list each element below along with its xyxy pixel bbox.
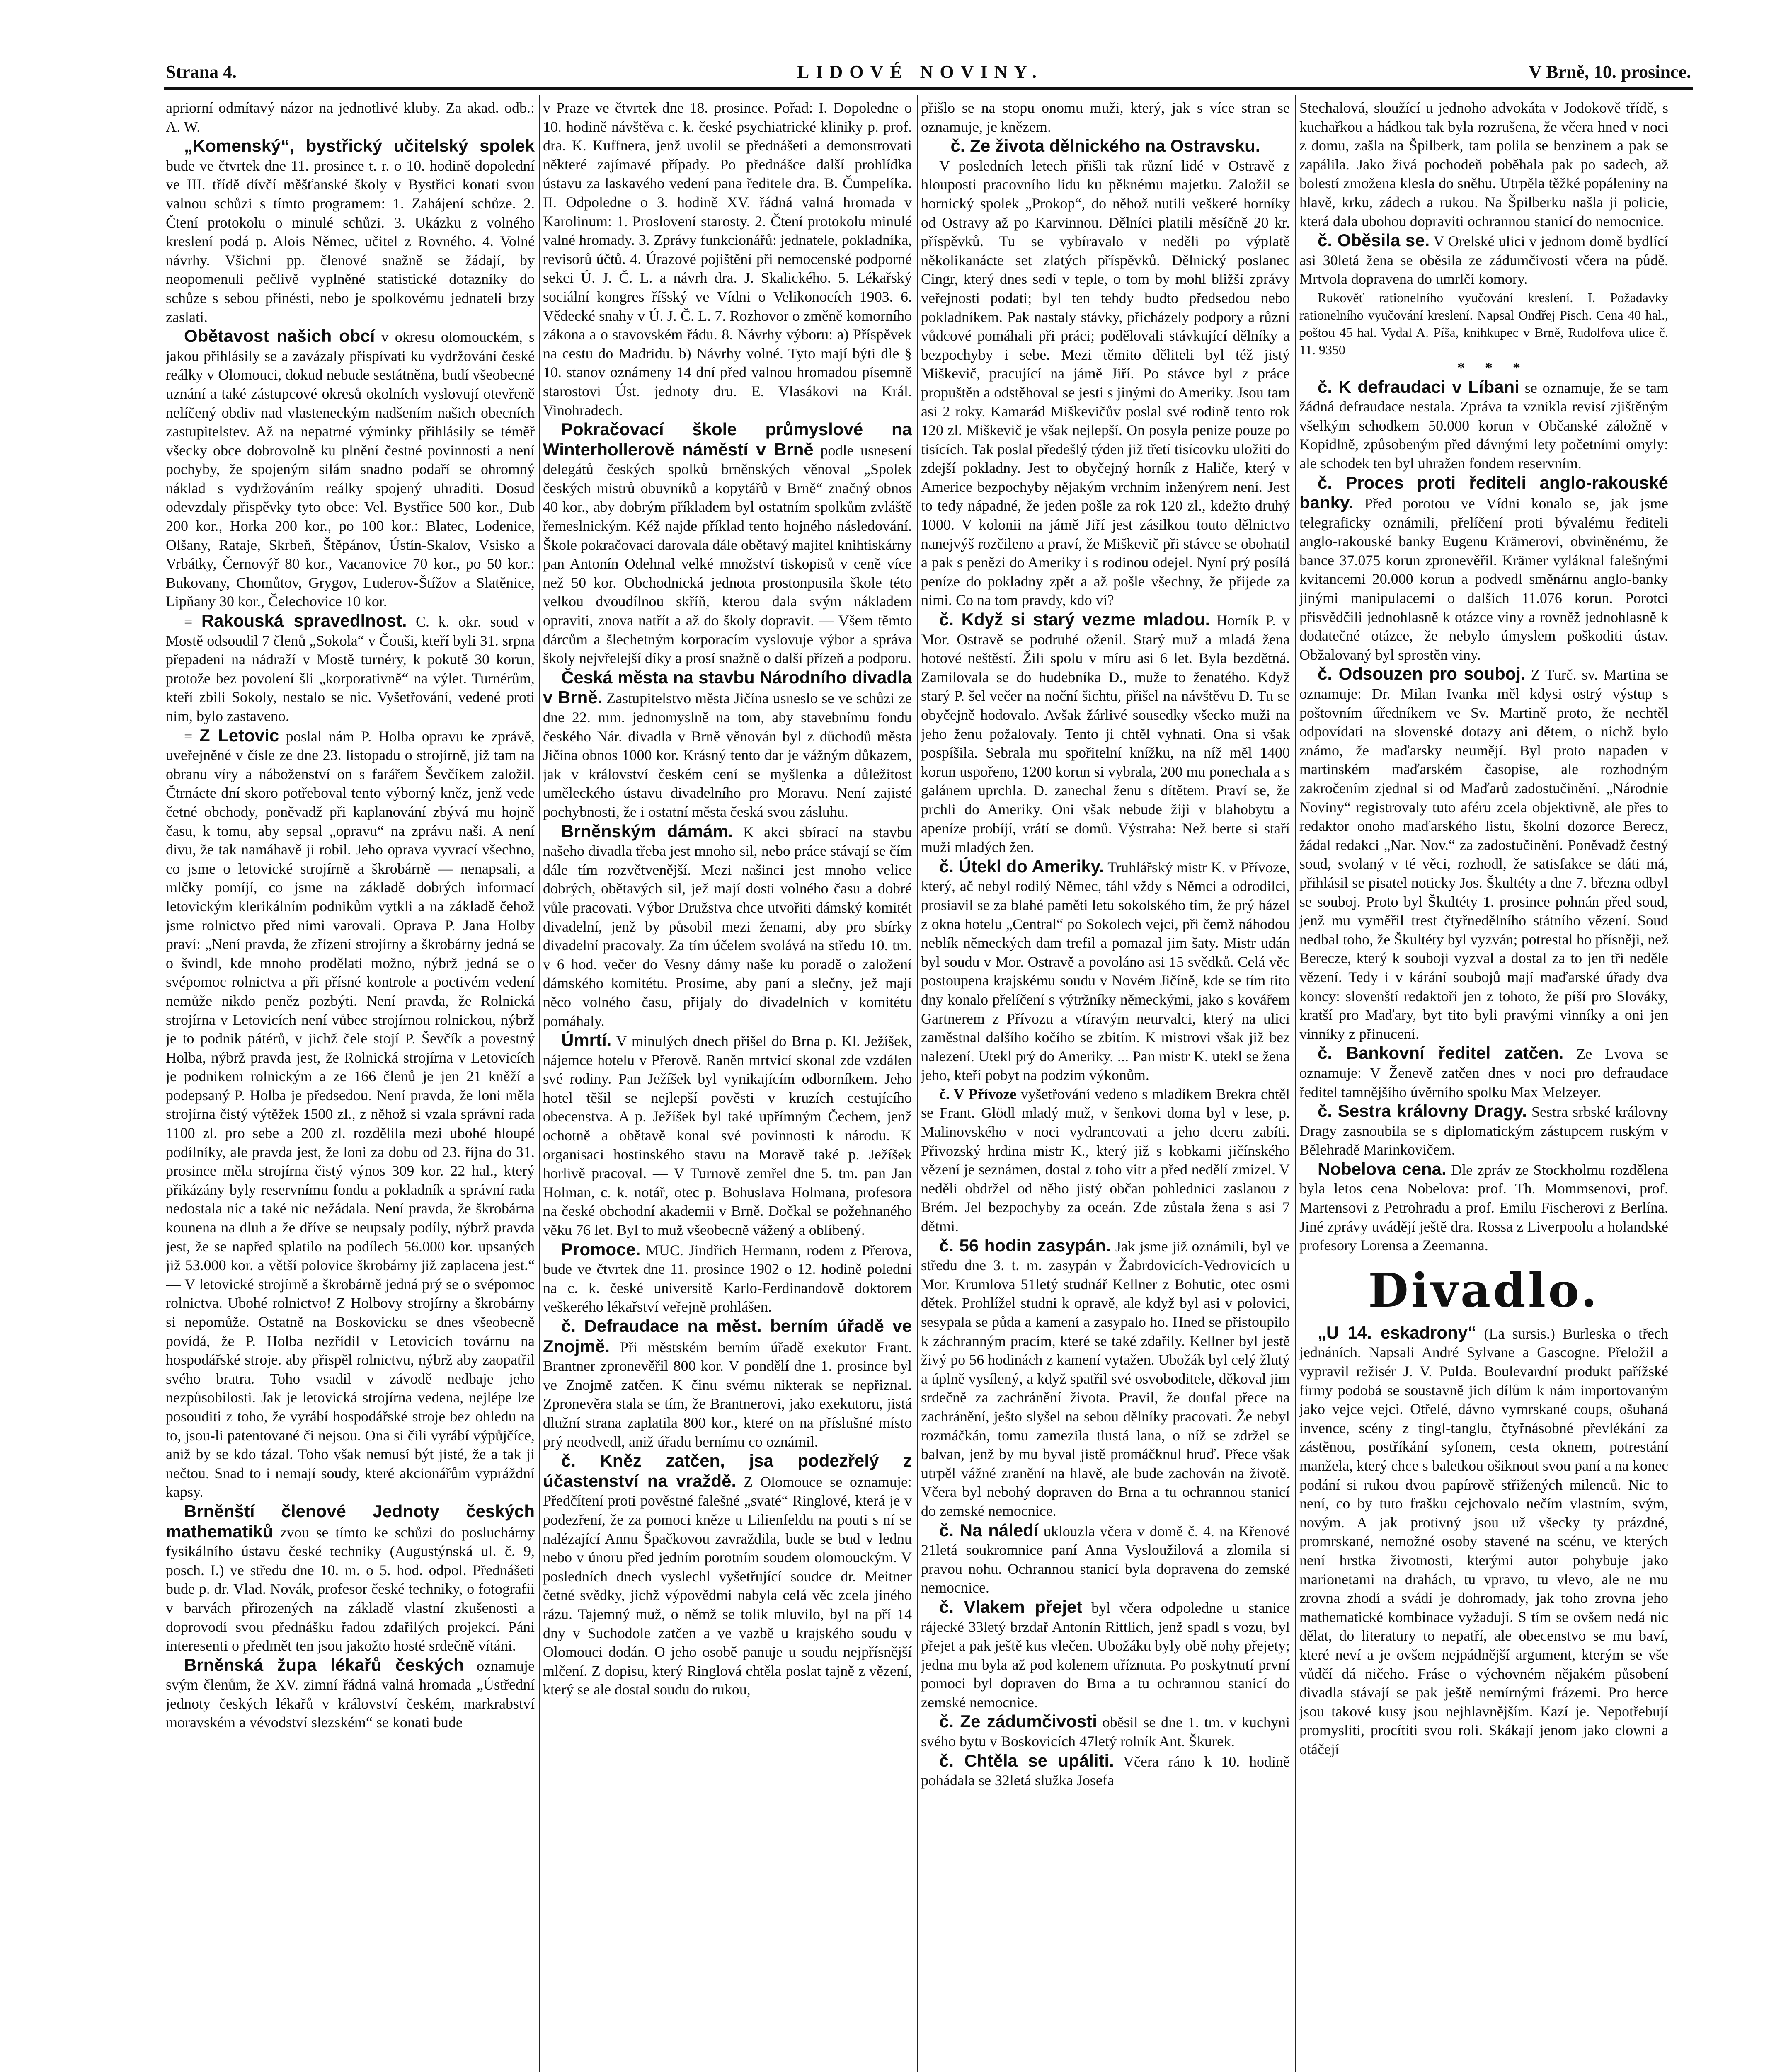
column-divider (917, 95, 918, 2072)
article-heading: Úmrtí. (561, 1030, 612, 1050)
article-body: Při městském berním úřadě exekutor Frant. Brantner zpronevěřil 800 kor. V pondělí dne 1. prosince byl ve Znojmě zatčen. K činu svému nikterak se nepřiznal. Zpronevěra stala se tím, že Brantnerovi, jako exekutoru, jistá dlužní strana zaplatila 800 kor., které on na příslušné místo prý neodvedl, aniž úřadu bernímu co oznámil. (543, 1339, 912, 1450)
article-heading: č. Defraudace na měst. berním úřadě ve Znojmě. (543, 1316, 912, 1356)
article-zupa-lekaru (166, 1656, 535, 1732)
column-2 (543, 99, 912, 2072)
article-heading: č. Sestra královny Dragy. (1318, 1101, 1527, 1121)
article-heading: č. 56 hodin zasypán. (939, 1235, 1111, 1255)
article-ceska-mesta (543, 668, 912, 822)
article-heading: č. Ze života dělnického na Ostravsku. (950, 136, 1260, 156)
advertisement-text: Rukověť rationelního vyučování kreslení. I. Požadavky rationelního vyučování kreslení. Napsal Ondřej Pisch. Cena 40 hal., poštou 45 hal. Vydal A. Píša, knihkupec v Brně, Rudolfova ulice č. 11. (1299, 290, 1668, 357)
article-heading: č. Na náledí (939, 1520, 1039, 1540)
article-heading: č. Bankovní ředitel zatčen. (1318, 1043, 1564, 1063)
article-brnenskym-damam (543, 822, 912, 1031)
column-4 (1299, 99, 1668, 2072)
article-body: MUC. Jindřich Hermann, rodem z Přerova, bude ve čtvrtek dne 11. prosince 1902 o 12. hodině polední na c. k. české universitě Karlo-Ferdinandově doktorem veškerého lékařství veřejně prohlášen. (543, 1242, 912, 1315)
section-title-divadlo: Divadlo. (1368, 1263, 1599, 1318)
article-heading: č. K defraudaci v Líbani (1318, 377, 1519, 397)
article-jednota-mathematiku (166, 1502, 535, 1656)
article-body: V Orelské ulici v jednom domě bydlící asi 30letá žena se oběsila ze zádumčivosti včera na půdě. Mrtvola dopravena do umrlčí komory. (1299, 233, 1668, 288)
column-divider (1295, 95, 1296, 2072)
column-1 (166, 99, 535, 2072)
article-heading: č. Vlakem přejet (939, 1597, 1083, 1617)
article-body: Z Olomouce se oznamuje: Předčítení proti pověstné falešné „svaté“ Ringlové, která je v podezření, že za pomoci kněze u Lilienfeldu na pouti s ní se nalézající Annu Špačkovou zavraždila, bude se bud v lednu nebo v únoru před jedním porotním soudem olomouckým. V posledních dnech vyslechl vyšetřující soudce dr. Meitner četné svědky, jichž výpovědmi nabyla celá věc zcela jiného rázu. Tajemný muž, o němž se tolik mluvilo, byl na pří 14 dny v Suchodole zatčen a ve vazbě u krajského soudu v Olomouci dodán. O jeho osobě panuje u soudu nejpřísnější mlčení. Z dopisu, který Ringlová chtěla poslat tajně z vězení, který se ale dostal soudu do rukou, (543, 1473, 912, 1698)
article-body: C. k. okr. soud v Mostě odsoudil 7 členů „Sokola“ v Čouši, kteří byli 31. srpna přepadeni na nádraží v Mostě turnéry, k pokutě 30 korun, protože bez povolení šli „korporativně“ na výlet. Turnérům, kteří zbili Sokoly, nestalo se nic. Vyšetřování, vedené proti nim, bylo zastaveno. (166, 613, 535, 724)
article-obetavost (166, 327, 535, 611)
article-odsouzen-souboj (1299, 664, 1668, 1043)
article-body: Jak jsme již oznámili, byl ve středu dne 3. t. m. zasypán v Žabrdovicích-Vedrovicích u Mor. Krumlova 51letý studnář Kellner z Bohutic, otec osmi dětek. Prohlížel studni k opravě, ale když byl asi v polovici, sesypala se půda a kamení a zasypalo ho. Hned se přistoupilo k záchranným pracím, které se také zdařily. Kellner byl jestě živý po 56 hodinách z kamení vytažen. Ubožák byl celý žlutý a úplně vysílený, a když spatřil své osvoboditele, děkoval jim srdečně za zachránění života. Pravil, že doufal přece na zachránění, ješto slyšel na sebou dělníky pracovati. Že nebyl rozmáčkán, tomu zamezila tlustá lana, o níž se zdržel se balvan, jenž by mu byval jistě promáčknul hruď. Přece však utrpěl vážné zranění na hlavě, ale bude zachován na životě. Včera byl nebohý dopraven do Brna a tu ochrannou stanicí do zemské nemocnice. (921, 1238, 1290, 1519)
article-body: Zastupitelstvo města Jičína usneslo se ve schůzi ze dne 22. mm. jednomyslně na tom, aby stavebnímu fondu českého Nár. divadla v Brně věnován byl z důchodů města Jičína obnos 1000 kor. Krásný tento dar je vážným důkazem, jak v království českém cení se myšlenka a důležitost uměleckého ústavu divadelního pro Moravu. Není zajisté pochybnosti, že i ostatní města česká svou zásluhu. (543, 690, 912, 820)
article-defraudace-znojmo (543, 1317, 912, 1451)
article-body: zvou se tímto ke schůzi do posluchárny fysikálního ústavu české techniky (Augustýnská ul. č. 9, posch. I.) ve středu dne 10. m. o 5. hod. odpol. Přednášeti bude p. dr. Vlad. Novák, profesor české techniky, o fotografii v barvách přirozených na základě vlastní zkušenosti a doprovodí svou přednášku řadou zdařilých projekcí. Páni interesenti o předmět ten jsou jakožto hosté srdečně vítáni. (166, 1524, 535, 1654)
article-body: poslal nám P. Holba opravu ke zprávě, uveřejněné v čísle ze dne 23. listopadu o strojírně, jíž tam na obranu víry a náboženství on s farářem Ševčíkem založil. Čtrnácte dní skoro potřeboval tento výborný kněz, jenž vede četné obchody, poněvadž při kaplanování zbývá mu hojně času, k tomu, aby sepsal „opravu“ na zprávu naši. A není divu, že tak namáhavě ji robil. Jeho oprava vyvrací všechno, co jsme o letovické strojírně a škrobárně — nenapsali, a mlčky pomíjí, co jsme na základě dobrých informací letovickým klerikálním podnikům vytkli a na základě čehož jsme rolnictvo před nimi varovali. Oprava P. Jana Holby praví: „Není pravda, že zřízení strojírny a škrobárny jedná se o švindl, kde mnoho prodělati možno, nýbrž jedná se o svépomoc rolnictva a při přísné kontrole a poctivém vedení nemůže nikdo peněz pozbýti. Není pravda, že Rolnická strojírna v Letovicích není vůbec strojírnou rolnickou, nýbrž je to podnik pátérů, v jichž čele stojí P. Ševčík a povestný Holba, nýbrž pravda jest, že Rolnická strojírna v Letovicích je podnikem rolnickým a ze 166 členů je jen 21 kněží a podepsaný P. Holba je předsedou. Není pravda, že loni měla strojírna čistý výtěžek 1500 zl., z něhož si vzala správní rada 1100 zl. pro sebe a 200 zl. rozdělila mezi ubohé hloupé podílníky, ale pravda jest, že loni za dobu od 23. října do 31. prosince měla strojírna čistý výnos 309 kor. 22 hal., který přikázány byly reservnímu fondu a pokladník a správní rada nedostala nic a také nic nežádala. Není pravda, že škrobárna kounena na dluh a že dříve se neupsaly podíly, nýbrž pravda jest, že se napřed splatilo na podílech 56.000 kor. upsaných již 53.000 kor. a větší polovice škrobárny již zaplacena jest.“ — V letovické strojírně a škrobárně jedná prý se o svépomoc rolnictva. Ubohé rolnictvo! Z Holbovy strojírny a škrobárny si nepomůže. Ostatně na Boskovicku se dnes všeobecně povídá, že P. Holba nezřídil v Letovicích továrnu na hospodářské stroje. aby přispěl rolnictvu, nýbrž aby zaopatřil svého bratra. Toho vsadil v závodě nedbaje jeho nezpůsobilosti. Jak je letovická strojírna vedena, nejlépe lze posouditi z toho, že vyrábí hospodářské stroje bez ohledu na to, jsou-li patentované či nejsou. Ona si čili vyrábí výpůjčíce, aniž by se kdo tázal. Toho však nemusí být jisté, že a tak ji nečtou. Snad to i nemají soudy, které akcionářům vypráždní kapsy. (166, 728, 535, 1501)
article-privoz (921, 1085, 1290, 1236)
article-body: v okresu olomouckém, s jakou přihlásily se a zavázaly přispívati ku vydržování české reálky v Olomouci, dokud nebude sestátněna, budí všeobecné uznání a také zástupcové okresů okolních vyslovují otevřeně nelíčený obdiv nad vlasteneckým nadšením našich obecních zastupitelstev. Až na nepatrné výminky přihlásily se téměř všecky obce dobrovolně ku plnění čestné povinnosti a není pochyby, že spojeným silám snadno podaří se ohromný náklad s vydržováním reálky spojený uhraditi. Dosud odevzdaly přispěvky tyto obce: Vel. Bystřice 500 kor., Dub 200 kor., Horka 200 kor., po 100 kor.: Blatec, Lodenice, Olšany, Rataje, Skrbeň, Štěpánov, Ústín-Skalov, Vsisko a Vrbátky, Černovýř 80 kor., Vacanovice 70 kor., po 50 kor.: Bukovany, Chomůtov, Grygov, Luderov-Štížov a Slatěnice, Lipňany 30 kor., Čelechovice 10 kor. (166, 329, 535, 610)
article-umrti (543, 1031, 912, 1240)
article-heading: č. Oběsila se. (1318, 230, 1430, 250)
article-body: Z Turč. sv. Martina se oznamuje: Dr. Milan Ivanka měl kdysi ostrý výstup s poštovním úředníkem ve Sv. Martině proto, že nechtěl odpovídati na slovenské dotazy ani dětem, o nichž bylo známo, že maďarsky neumějí. Byl proto napaden v martinském maďarském časopise, ale rozhodným zakročením zjednal si od Maďarů zadostučinění. „Národnie Noviny“ registrovaly tuto aféru zcela objektivně, ale přes to redaktor onoho maďarského listu, školní dozorce Berecz, žádal redakci „Nar. Nov.“ za zadostučinění. Poněvadž čestný soud, svolaný v té věci, rozhodl, že satisfakce se dáti má, přihlásil se pisatel noticky Jos. Škultéty a dne 7. března odbyl se souboj. Proto byl Škultéty 1. prosince pohnán před soud, jenž mu vyměřil trest čtyřnedělního státního vězení. Soud nedbal toho, že Škultéty byl vyzván; potrestal ho přísněji, než Berecze, který k souboji vyzval a dostal za to jen tři neděle vězení. Tedy i v kárání soubojů mají maďarské úřady dva koncy: slovenští redaktoři jen z tohoto, že píší pro Slováky, kratší pro Maďary, byt tito byli pravými vinníky a oni jen vinníky z přinucení. (1299, 666, 1668, 1042)
article-continuation: v Praze ve čtvrtek dne 18. prosince. Pořad: I. Dopoledne o 10. hodině návštěva c. k. české psychiatrické kliniky p. prof. dra. K. Kuffnera, jenž uvolil se přednášeti a demonstrovati některé zajímavé případy. Po přednášce další prohlídka ústavu za laskavého vedení pana ředitele dra. B. Čumpelíka. II. Odpoledne o 3. hodině XV. řádná valná hromada v Karolinum: 1. Proslovení starosty. 2. Čtení protokolu minulé valné hromady. 3. Zprávy funkcionářů: jednatele, pokladníka, revisorů účtů. 4. Úrazové pojištění při nemocenské podporné sekci Ú. J. Č. L. a návrh dra. J. Skalického. 5. Lékařský sociální kongres říšský ve Vídni o Velikonocích 1903. 6. Vědecké snahy v Ú. J. Č. L. 7. Rozhovor o změně komorního zákona a o stavovském řádu. 8. Návrhy výboru: a) Příspěvek na cestu do Madridu. b) Návrhy volné. Tyto mají býti dle § 10. stanov oznámeny 14 dní před valnou hromadou písemně starostovi Úst. jednoty dru. E. Vlasákovi na Král. Vinohradech. (543, 99, 912, 419)
newspaper-title: LIDOVÉ NOVINY. (797, 62, 1043, 82)
article-libani (1299, 378, 1668, 473)
article-heading: Pokračovací škole průmyslové na Winterhollerově náměstí v Brně (543, 419, 912, 459)
header-rule (164, 87, 1693, 90)
article-bankovni-reditel (1299, 1043, 1668, 1101)
article-56-hodin (921, 1236, 1290, 1521)
page-number: Strana 4. (166, 62, 237, 82)
article-body: Před porotou ve Vídni konalo se, jak jsme telegraficky oznámili, přelíčení proti bývalému řediteli anglo-rakouské banky Eugenu Krämerovi, obviněnému, že bance 37.075 korun zpronevěřil. Krämer vyláknal falešnými kvitancemi 20.000 korun a podvedl směnárnu anglo-banky jinými manipulacemi o dalších 11.076 korun. Porotci přisvědčili jednohlasně k otázce viny a rovněž jednohlasně k dodatečné otázce, že nebylo úmyslem poškoditi ústav. Obžalovaný byl sprostěn viny. (1299, 495, 1668, 663)
column-3 (921, 99, 1290, 2072)
article-heading: Rakouská spravedlnost. (201, 611, 407, 631)
article-continuation: apriorní odmítavý názor na jednotlivé kluby. Za akad. odb.: A. W. (166, 99, 535, 135)
article-heading: „U 14. eskadrony“ (1318, 1322, 1476, 1342)
article-continuation: přišlo se na stopu onomu muži, který, jak s více stran se oznamuje, je knězem. (921, 99, 1290, 135)
article-body: (La sursis.) Burleska o třech jednáních. Napsali André Sylvane a Gascogne. Přeložil a vypravil režisér J. V. Pulda. Boulevardní produkt pařížské firmy podobá se soustavně jich dílům k nám importovaným jako vejce vejci. Otřelé, dávno vymrskané coups, ošuhaná invence, scény z tingl-tanglu, čtyřnásobné převlékání za zástěnou, postříkání syfonem, cesta oknem, potrestání manžela, který chce s baletkou ošiknout svou paní a na konec podání si rukou dvou papírově střižených milenců. Nic to není, co by tuto frašku cejchovalo nečím vlastním, svým, novým. A jak protivný jsou už všecky ty prázdné, promrskané, nemožné osoby stavené na scénu, ve kterých není hrstka životnosti, kterými autor pohybuje jako marionetami na drahách, tu vpravo, tu vlevo, ale ne mu zrovna zhodí a svádí je dohromady, jak toho zrovna jeho mathematické kombinace vyžadují. S tím se ovšem nedá nic dělat, do literatury to nepatří, ale obecenstvo se mu baví, které neví a je ovšem nejpádnější argument, kterým se vše vůdčí dá ničeho. Fráse o výchovném nějakém působení divadla stávají se pak ještě nemírnými frázemi. Pro herce jsou takové kusy jsou nejhlavnějším. Kazí je. Nepotřebují promysliti, procítiti svou roli. Skákají jenom jako clowni a otáčejí (1299, 1325, 1668, 1757)
article-sestra-dragy (1299, 1101, 1668, 1159)
article-body: Včera ráno k 10. hodině pohádala se 32letá služka Josefa (921, 1753, 1290, 1789)
article-heading: Brněnská župa lékařů českých (184, 1655, 464, 1675)
article-body: byl včera odpoledne u stanice rájecké 33letý brzdař Antonín Rittlich, jenž spadl s vozu, byl přejet a pak ještě kus vlečen. Ubožáku byly obě nohy přejety; jedna mu byla až pod kolenem uříznuta. Po poskytnutí první pomoci byl dopraven do Brna a tu ochrannou stanicí do zemské nemocnice. (921, 1599, 1290, 1711)
article-body: Truhlářský mistr K. v Přívoze, který, ač nebyl rodilý Němec, táhl vždy s Němci a odrodilci, prosiavil se za blahé paměti letu sokolského tím, že prý házel z okna hotelu „Central“ po Sokolech vejci, při čemž náhodou neblík německých dam trefil a pomazal jim šaty. Mistr udán byl soudu v Mor. Ostravě a povoláno asi 15 svědků. Celá věc postoupena krajskému soudu v Novém Jičíně, kde se tím tito dny konalo přelíčení s výtržníky německými, jako s kovářem Gartnerem z Přívozu a vtíravým neurvalci, který na ulici zaměstnal dalšího kočího se zbitím. K mistrovi však již bez nalezení. Utekl prý do Ameriky. ... Pan mistr K. utekl se žena jeho, kteří pobyt na podzim výkonům. (921, 859, 1290, 1084)
article-heading: č. Ze zádumčivosti (939, 1711, 1097, 1731)
article-heading: č. V Přívoze (939, 1085, 1017, 1102)
article-z-letovic: = Z Letovic poslal nám P. Holba opravu ke zprávě, uveřejněné v čísle ze dne 23. listopadu o strojírně, jíž tam na obranu víry a náboženství on s farářem Ševčíkem založil. Čtrnácte dní skoro potřeboval tento výborný kněz, jenž vede četné obchody, poněvadž při kaplanování zbývá mu hojně času, k tomu, aby sepsal „opravu“ na zprávu naši. A není divu, že tak namáhavě ji robil. Jeho oprava vyvrací všechno, co jsme o letovické strojírně a škrobárně — nenapsali, a mlčky pomíjí, co jsme na základě dobrých informací letovickým klerikálním podnikům vytkli a na základě čehož jsme rolnictvo před nimi varovali. Oprava P. Jana Holby praví: „Není pravda, že zřízení strojírny a škrobárny jedná se o švindl, kde mnoho prodělati možno, nýbrž jedná se o svépomoc rolnictva a při přísné kontrole a poctivém vedení nemůže nikdo peněz pozbýti. Není pravda, že Rolnická strojírna v Letovicích není vůbec strojírnou rolnickou, nýbrž je to podnik pátérů, v jichž čele stojí P. Ševčík a povestný Holba, nýbrž pravda jest, že Rolnická strojírna v Letovicích je podnikem rolnickým a ze 166 členů je jen 21 kněží a podepsaný P. Holba je předsedou. Není pravda, že loni měla strojírna čistý výtěžek 1500 zl., z něhož si vzala správní rada 1100 zl. pro sebe a 200 zl. rozdělila mezi ubohé hloupé podílníky, ale pravda jest, že loni za dobu od 23. října do 31. prosince měla strojírna čistý výnos 309 kor. 22 hal., který přikázány byly reservnímu fondu a pokladník a správní rada nedostala nic a také nic nežádala. Není pravda, že škrobárna kounena na dluh a že dříve se neupsaly podíly, nýbrž pravda jest, že se napřed splatilo na podílech 56.000 kor. upsaných již 53.000 kor. a větší polovice škrobárny již zaplacena jest.“ — V letovické strojírně a škrobárně jedná prý se o svépomoc rolnictva. Ubohé rolnictvo! Z Holbovy strojírny a škrobárny si nepomůže. Ostatně na Boskovicku se dnes všeobecně povídá, že P. Holba nezřídil v Letovicích továrnu na hospodářské stroje. aby přispěl rolnictvu, nýbrž aby zaopatřil svého bratra. Toho vsadil v závodě nedbaje jeho nezpůsobilosti. Jak je letovická strojírna vedena, nejlépe lze posouditi z toho, že vyrábí hospodářské stroje bez ohledu na to, jsou-li patentované či nejsou. Ona si čili vyrábí výpůjčíce, aniž by se kdo tázal. Toho však nemusí být jisté, že a tak ji nečtou. Snad to i nemají soudy, které akcionářům vypráždní kapsy. (166, 725, 535, 1501)
article-continuation: Stechalová, sloužící u jednoho advokáta v Jodokově třídě, s kuchařkou a hádkou tak byla rozrušena, že včera hned v noci z domu, zašla na Špilberk, tam polila se benzinem a pak se zapálila. Jako živá pochodeň poběhala pak po sadech, až bolestí zmožena klesla do sněhu. Utrpěla těžké popáleniny na hlavě, krku, zádech a rukou. Na Špilberku našla ji policie, která dala ubohou dopraviti ochrannou stanicí do nemocnice. (1299, 99, 1668, 230)
article-heading: č. Kněz zatčen, jsa podezřelý z účastenství na vraždě. (543, 1451, 912, 1491)
article-vlakem-prejet (921, 1598, 1290, 1712)
article-rakouska-spravedlnost: = Rakouská spravedlnost. C. k. okr. soud v Mostě odsoudil 7 členů „Sokola“ v Čouši, kteří byli 31. srpna přepadeni na nádraží v Mostě turnéry, k pokutě 30 korun, protože bez povolení šli „korporativně“ na výlet. Turnérům, kteří zbili Sokoly, nestalo se nic. Vyšetřování, vedené proti nim, bylo zastaveno. (166, 611, 535, 724)
article-heading: č. Když si starý vezme mladou. (939, 610, 1210, 629)
article-heading: Česká města na stavbu Národního divadla v Brně. (543, 667, 912, 707)
article-nobelova-cena (1299, 1159, 1668, 1255)
article-stary-mladou (921, 610, 1290, 857)
article-heading: Z Letovic (199, 725, 279, 745)
article-heading: Brněnští členové Jednoty českých mathematiků (166, 1501, 535, 1541)
page-header (166, 61, 1691, 85)
article-body: Dle zpráv ze Stockholmu rozdělena byla letos cena Nobelova: prof. Th. Mommsenovi, prof. Martensovi z Petrohradu a prof. Emilu Fischerovi z Berlína. Jiné zprávy uvádějí ještě dra. Rossa z Liverpoolu a holandské profesory Lorensa a Zeemanna. (1299, 1161, 1668, 1254)
advertisement-number: 9350 (1318, 342, 1345, 357)
article-body: oběsil se dne 1. tm. v kuchyni svého bytu v Boskovicích 47letý rolník Ant. Škurek. (921, 1714, 1290, 1750)
section-separator: * * * (1457, 359, 1529, 376)
article-utekl-do-ameriky (921, 857, 1290, 1085)
article-heading: č. Chtěla se upáliti. (939, 1750, 1114, 1770)
article-heading: Brněnským dámám. (561, 821, 733, 841)
article-naledi (921, 1521, 1290, 1598)
article-body: vyšetřování vedeno s mladíkem Brekra chtěl se Frant. Glödl mladý muž, v šenkovi doma byl v lese, p. Malinovského v noci vydrancovati a jeho dceru zabíti. Přivozský hrdina mistr K., který již s kobkami jičínského vězení je seznámen, dostal z toho vitr a před nedělí zmizel. V neděli obdržel od něho jistý občan pohlednici zaslanou z Brém. Jel bezpochyby za oceán. Zde zůstala žena s asi 7 dětmi. (921, 1085, 1290, 1235)
article-promoce (543, 1240, 912, 1317)
article-body: V minulých dnech přišel do Brna p. Kl. Ježíšek, nájemce hotelu v Přerově. Raněn mrtvicí skonal zde vzdálen své rodiny. Pan Ježíšek byl vynikajícím odborníkem. Jeho hotel těšil se nejlepší pověsti v kruzích cestujícího obecenstva. A p. Ježíšek byl také upřímným Čechem, jenž ochotně a obětavě konal své povinnosti k národu. K organisaci hostinského stavu na Moravě také p. Ježíšek horlivě pracoval. — V Turnově zemřel dne 5. tm. pan Jan Holman, c. k. notář, otec p. Bohuslava Holmana, profesora na české obchodní akademii v Brně. Dočkal se požehnaného věku 76 let. Byl to muž všeobecně vážený a oblíbený. (543, 1033, 912, 1239)
article-heading: Nobelova cena. (1318, 1159, 1447, 1179)
article-body: uklouzla včera v domě č. 4. na Křenové 21letá soukromnice paní Anna Vysloužilová a zlomila si pravou nohu. Ochrannou stanicí byla dopravena do zemské nemocnice. (921, 1523, 1290, 1596)
article-body: K akci sbírací na stavbu našeho divadla třeba jest mnoho sil, nebo práce stávají se čím dále tím rozvětvenější. Mezi našinci jest mnoho velice dobrých, obětavých sil, jež mají dosti volného času a dobré vůle pracovati. Výbor Družstva chce utvořiti dámský komitét divadelní, jenž by působil mezi ženami, aby pro sbírky divadelní pracovaly. Za tím účelem svolává na středu 10. tm. v 6 hod. večer do Vesny dámy naše ku poradě o založení dámského komitétu. Prosíme, aby paní a slečny, jež mají něco volného času, přijaly do divadelních v komitétu pomáhaly. (543, 823, 912, 1029)
article-proces-banka (1299, 473, 1668, 665)
article-obesila-se (1299, 231, 1668, 289)
article-heading-ostravsko (921, 136, 1290, 157)
article-pokracovaci-skola (543, 420, 912, 668)
column-divider (539, 95, 540, 2072)
article-chtela-se-upaliti (921, 1751, 1290, 1790)
article-body: Horník P. v Mor. Ostravě se podruhé oženil. Starý muž a mladá žena hotové neštěstí. Žili spolu v míru asi 6 let. Byla bezdětná. Zamilovala se do hudebníka D., muže to ženatého. Když starý P. šel večer na noční šichtu, přišel na návštěvu D. Tu se obyčejně hodovalo. Avšak žárlivé sousedky všecko muži na jeho ženu požalovaly. Tento ji chtěl vyhnati. Ona si však pospíšila. Sebrala mu spořitelní knížku, na níž měl 1400 korun uspořeno, 1200 korun si vybrala, 200 mu ponechala a s galánem uprchla. D. zanechal ženu s dítětem. Praví se, že prchli do Ameriky. Oni však nebude žiji v blahobytu a apeníze probíjí, vrátí se domů. Výstraha: Než berte si staří muži mladých žen. (921, 612, 1290, 856)
article-zadumcivost (921, 1712, 1290, 1751)
article-heading: č. Proces proti řediteli anglo-rakouské banky. (1299, 472, 1668, 513)
article-komensky (166, 136, 535, 327)
article-body: bude ve čtvrtek dne 11. prosince t. r. o 10. hodině dopolední ve III. třídě dívčí měšťanské školy v Bystřici konati svou valnou schůzi s tímto programem: 1. Zahájení schůze. 2. Čtení protokolu o minulé schůzi. 3. Ukázku z volného kreslení podá p. Alois Němec, učitel z Rovného. 4. Volné návrhy. Všichni pp. členové snažně se žádají, by neopomenuli pečlivě vyplněné statistické dotazníky do schůze s sebou přinésti, nebo je spolkovému jednateli brzy zaslati. (166, 157, 535, 325)
dateline: V Brně, 10. prosince. (1529, 62, 1691, 82)
article-body: Sestra srbské královny Dragy zasnoubila se s diplomatickým zástupcem ruským v Bělehradě Marinkovičem. (1299, 1104, 1668, 1158)
article-ostravsko: V posledních letech přišli tak různí lidé v Ostravě z hlouposti pracovního lidu ku pěknému majetku. Založil se hornický spolek „Prokop“, do něhož nutili veškeré horníky od Ostravy až po Karvinnou. Dělníci platili měsíčně 20 kr. příspěvků. Tu se vybíravalo v neděli po výplatě několikanácte set zlatých příspěvků. Dělnický poslanec Cingr, který dnes sedí v teple, o tom by mohl bližší zprávy veřejnosti podati; byl ten tehdy budto předsedou nebo pokladníkem. Pak nastaly stávky, přicházely podpory a různí vůdcové pomáhali při práci; podělovali stávkující dělníky a bezpochyby i sebe. Mezi těmito děliteli byl též jistý Miškevič, pracující na jámě Jiří. Po stávce byl z práce propuštěn a odstěhoval se jesti s jinými do Ameriky. Jsou tam asi 2 roky. Kamarád Miškevičův poslal své rodině tento rok 120 zl. Miškevič je však nejlepší. On posyla penize pouze po tisících. Tak poslal předešlý týden již třetí tisícovku uložiti do zdejší pokladny. Jest to obyčejný horník z Haliče, který v Americe bezpochyby nějakým vrchním inženýrem není. Jest to tedy nápadné, že jeden pošle za rok 120 zl., kdežto druhý 1000. V kolonii na jámě Jiří jest zásilkou touto dělnictvo nanejvýš rozčileno a praví, že Miškevič při stávce se obohatil a pak s penězi do Ameriky i s rodinou odejel. Nyní prý posílá peníze do pokladny zpět a až pošle všechny, že přijede za nimi. Co na tom pravdy, kdo ví? (921, 157, 1290, 609)
book-advertisement (1299, 289, 1668, 358)
article-knez-zatcen (543, 1451, 912, 1699)
article-body: se oznamuje, že se tam žádná defraudace nestala. Zpráva ta vznikla revisí zjištěným všelkým schodkem 50.000 korun v Občanské záložně v Kopidlně, způsobeným před dávnými lety početními omyly: ale schodek ten byl uhražen fondem reservním. (1299, 379, 1668, 472)
article-body: Ze Lvova se oznamuje: V Ženevě zatčen dnes v noci pro defraudace ředitel tamnějšího úvěrního spolku Max Melzeyer. (1299, 1046, 1668, 1100)
article-heading: č. Útekl do Ameriky. (939, 856, 1104, 876)
article-heading: Promoce. (561, 1239, 641, 1259)
article-body: oznamuje svým členům, že XV. zimní řádná valná hromada „Ústřední jednoty českých lékařů v království českém, markrabství moravském a vévodství slezském“ se konati bude (166, 1657, 535, 1731)
article-body: podle usnesení delegátů českých spolků brněnských věnoval „Spolek českých mistrů obuvníků a kopytářů v Brně“ značný obnos 40 kor., aby dobrým příkladem byl ostatním spolkům zvláště řemeslnickým. Kéž najde příklad tento hojného následování. Škole pokračovací darovala dále obětavý majitel knihtiskárny pan Antonín Odehnal velké množství tiskopisů v ceně více než 50 kor. Obchodnická jednota prostonpusila škole této velkou dvoudílnou skříň, kterou dala svým nákladem opraviti, znova natřít a až do školy dopravit. — Všem těmto dárcům a šlechetným korporacím vyslovuje výbor a správa školy nejvřelejší díky a prosí snažně o další přízeň a podporu. (543, 442, 912, 667)
article-heading: Obětavost našich obcí (184, 326, 375, 346)
article-eskadrona-review (1299, 1323, 1668, 1759)
article-heading: č. Odsouzen pro souboj. (1318, 664, 1526, 684)
article-heading: „Komenský“, bystřický učitelský spolek (184, 136, 535, 156)
